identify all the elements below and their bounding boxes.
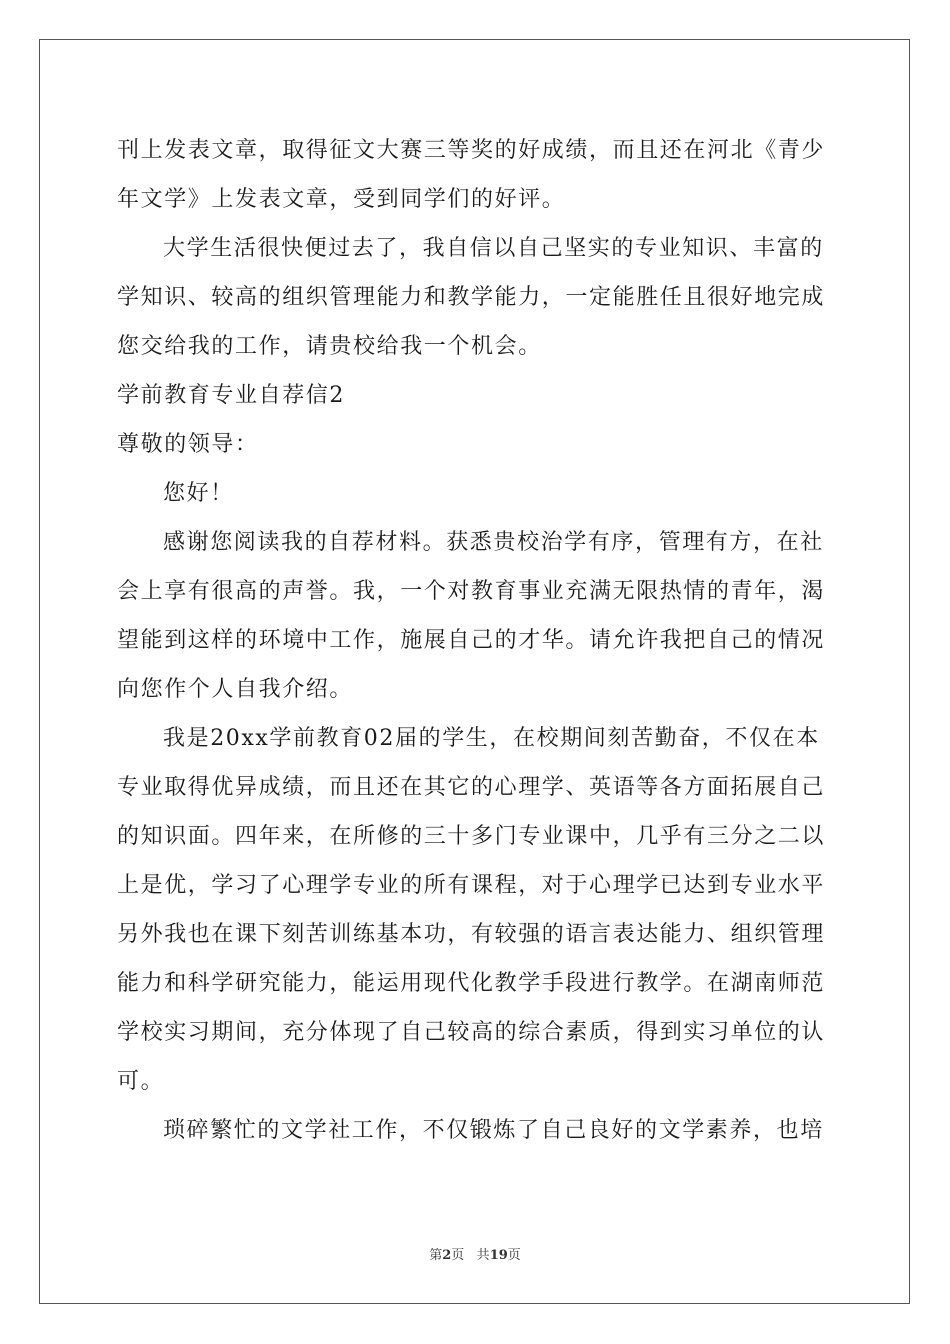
footer-total-prefix: 共 [476, 1248, 490, 1263]
footer-page-prefix: 第 [429, 1248, 443, 1263]
text-line: 您交给我的工作，请贵校给我一个机会。 [117, 334, 542, 359]
greeting: 您好！ [163, 481, 234, 506]
text-line: 刊上发表文章，取得征文大赛三等奖的好成绩，而且还在河北《青少 [117, 138, 826, 163]
section-heading: 学前教育专业自荐信2 [117, 383, 345, 408]
text-line: 上是优，学习了心理学专业的所有课程，对于心理学已达到专业水平 [117, 873, 826, 898]
text-line: 的知识面。四年来，在所修的三十多门专业课中，几乎有三分之二以 [117, 824, 826, 849]
text-line: 学校实习期间，充分体现了自己较高的综合素质，得到实习单位的认 [117, 1020, 826, 1045]
text-line: 望能到这样的环境中工作，施展自己的才华。请允许我把自己的情况 [117, 628, 826, 653]
salutation: 尊敬的领导： [117, 432, 259, 457]
text-line: 专业取得优异成绩，而且还在其它的心理学、英语等各方面拓展自己 [117, 775, 826, 800]
text-line: 大学生活很快便过去了，我自信以自己坚实的专业知识、丰富的 [163, 236, 824, 261]
text-line: 会上享有很高的声誉。我，一个对教育事业充满无限热情的青年，渴 [117, 579, 826, 604]
footer-page-suffix: 页 [451, 1248, 465, 1263]
text-line: 年文学》上发表文章，受到同学们的好评。 [117, 187, 566, 212]
text-line: 另外我也在课下刻苦训练基本功，有较强的语言表达能力、组织管理 [117, 922, 826, 947]
text-line: 向您作个人自我介绍。 [117, 677, 354, 702]
footer-total-pages: 19 [489, 1248, 508, 1263]
page-footer [0, 1247, 950, 1265]
text-line: 我是20xx学前教育02届的学生，在校期间刻苦勤奋，不仅在本 [163, 726, 820, 751]
text-line: 能力和科学研究能力，能运用现代化教学手段进行教学。在湖南师范 [117, 971, 826, 996]
text-line: 可。 [117, 1069, 165, 1094]
text-line: 琐碎繁忙的文学社工作，不仅锻炼了自己良好的文学素养，也培 [163, 1118, 824, 1143]
text-line: 学知识、较高的组织管理能力和教学能力，一定能胜任且很好地完成 [117, 285, 826, 310]
text-line: 感谢您阅读我的自荐材料。获悉贵校治学有序，管理有方，在社 [163, 530, 824, 555]
document-body [117, 126, 835, 1155]
footer-page-number: 2 [442, 1248, 452, 1263]
footer-total-suffix: 页 [507, 1248, 521, 1263]
